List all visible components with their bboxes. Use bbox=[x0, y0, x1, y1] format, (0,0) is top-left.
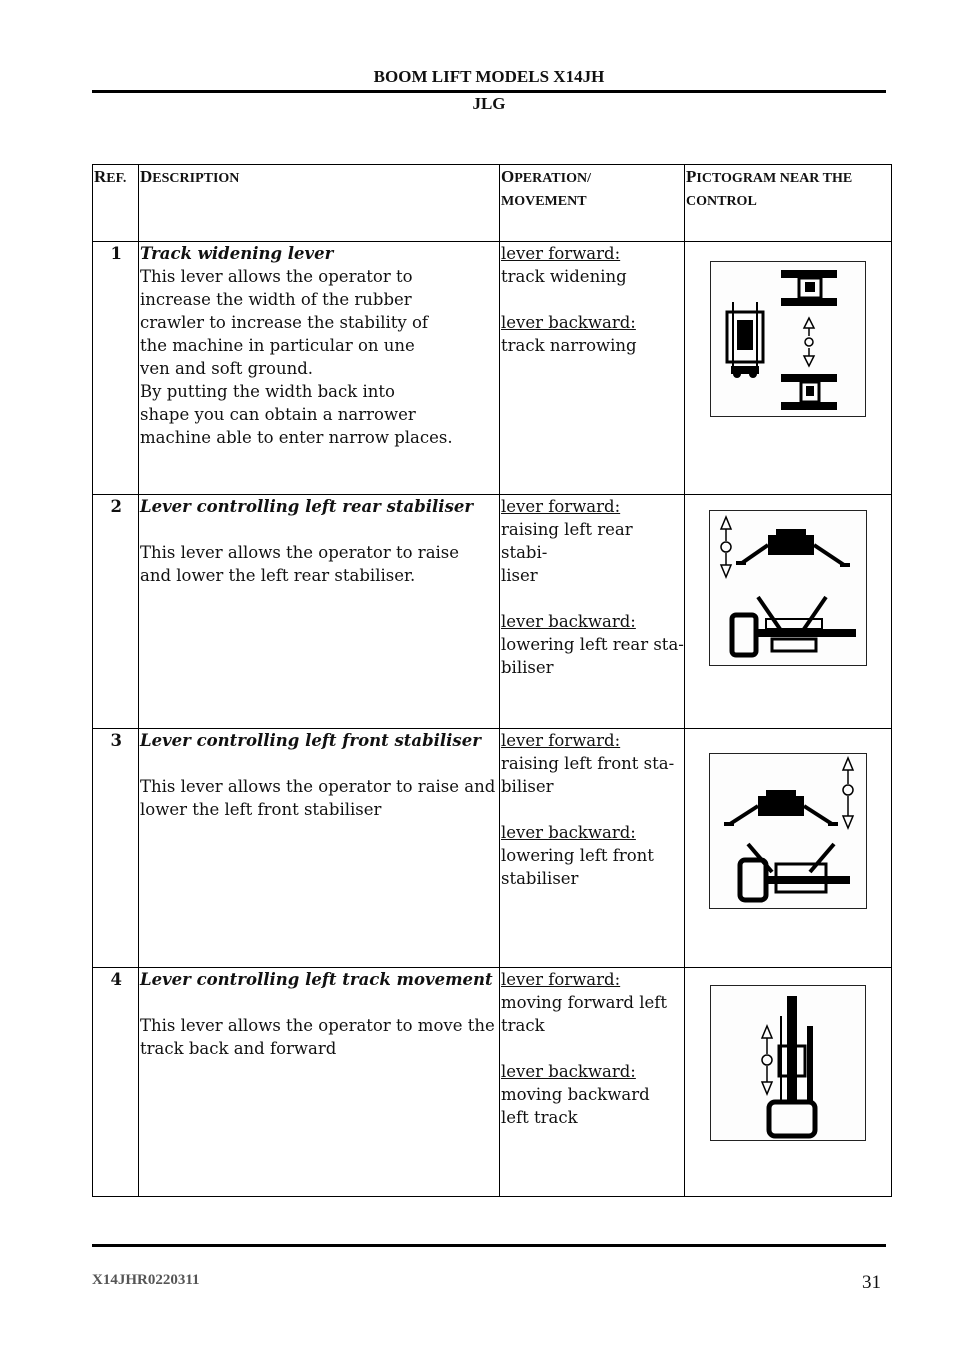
lever-forward-label: lever forward: bbox=[501, 970, 621, 989]
rear-stabiliser-pictogram bbox=[709, 510, 867, 666]
table-row bbox=[93, 242, 892, 495]
column-header-operation: OPERATION/ MOVEMENT bbox=[500, 165, 685, 242]
row-operation: lever forward: track widening lever backward: track narrowing bbox=[500, 242, 685, 495]
column-header-description: DESCRIPTION bbox=[139, 165, 500, 242]
lever-backward-label: lever backward: bbox=[501, 823, 636, 842]
row-title: Lever controlling left rear stabiliser bbox=[140, 497, 474, 516]
lever-forward-label: lever forward: bbox=[501, 731, 621, 750]
document-code: X14JHR0220311 bbox=[92, 1272, 200, 1288]
table-header-row bbox=[93, 165, 892, 242]
lever-backward-label: lever backward: bbox=[501, 1062, 636, 1081]
row-operation: lever forward: raising left front sta- biliser lever backward: lowering left front stabiliser bbox=[500, 729, 685, 968]
row-pictogram-cell bbox=[685, 242, 892, 495]
row-title: Lever controlling left track movement bbox=[140, 970, 493, 989]
table-row bbox=[93, 968, 892, 1197]
table-row bbox=[93, 729, 892, 968]
row-title: Track widening lever bbox=[140, 244, 334, 263]
row-pictogram-cell bbox=[685, 495, 892, 729]
front-stabiliser-pictogram bbox=[709, 753, 867, 909]
column-header-ref: REF. bbox=[93, 165, 139, 242]
row-description: Lever controlling left rear stabiliser This lever allows the operator to raise and lower the left rear stabiliser. bbox=[139, 495, 500, 729]
header-rule bbox=[92, 90, 886, 93]
row-operation: lever forward: moving forward left track lever backward: moving backward left track bbox=[500, 968, 685, 1197]
lever-forward-label: lever forward: bbox=[501, 244, 621, 263]
column-header-pictogram: PICTOGRAM NEAR THE CONTROL bbox=[685, 165, 892, 242]
row-ref: 2 bbox=[93, 495, 139, 729]
row-operation: lever forward: raising left rear stabi- liser lever backward: lowering left rear sta- biliser bbox=[500, 495, 685, 729]
track-movement-pictogram bbox=[710, 985, 866, 1141]
lever-backward-label: lever backward: bbox=[501, 612, 636, 631]
brand-name: JLG bbox=[472, 94, 506, 113]
row-ref: 4 bbox=[93, 968, 139, 1197]
row-title: Lever controlling left front stabiliser bbox=[140, 731, 481, 750]
table-row bbox=[93, 495, 892, 729]
controls-table bbox=[92, 164, 892, 1197]
row-description: Track widening lever This lever allows the operator to increase the width of the rubber crawler to increase the stability of the machine in particular on une ven and soft ground. By putting the width back into shape you can obtain a narrower machine able to enter narrow places. bbox=[139, 242, 500, 495]
row-description: Lever controlling left track movement This lever allows the operator to move the track back and forward bbox=[139, 968, 500, 1197]
track-widening-pictogram bbox=[710, 261, 866, 417]
page-number: 31 bbox=[862, 1272, 881, 1293]
row-pictogram-cell bbox=[685, 729, 892, 968]
row-ref: 3 bbox=[93, 729, 139, 968]
document-title: BOOM LIFT MODELS X14JH bbox=[373, 67, 605, 86]
row-pictogram-cell bbox=[685, 968, 892, 1197]
lever-forward-label: lever forward: bbox=[501, 497, 621, 516]
lever-backward-label: lever backward: bbox=[501, 313, 636, 332]
page-header bbox=[92, 66, 886, 115]
row-description: Lever controlling left front stabiliser This lever allows the operator to raise and lower the left front stabiliser bbox=[139, 729, 500, 968]
row-ref: 1 bbox=[93, 242, 139, 495]
footer-rule bbox=[92, 1244, 886, 1247]
